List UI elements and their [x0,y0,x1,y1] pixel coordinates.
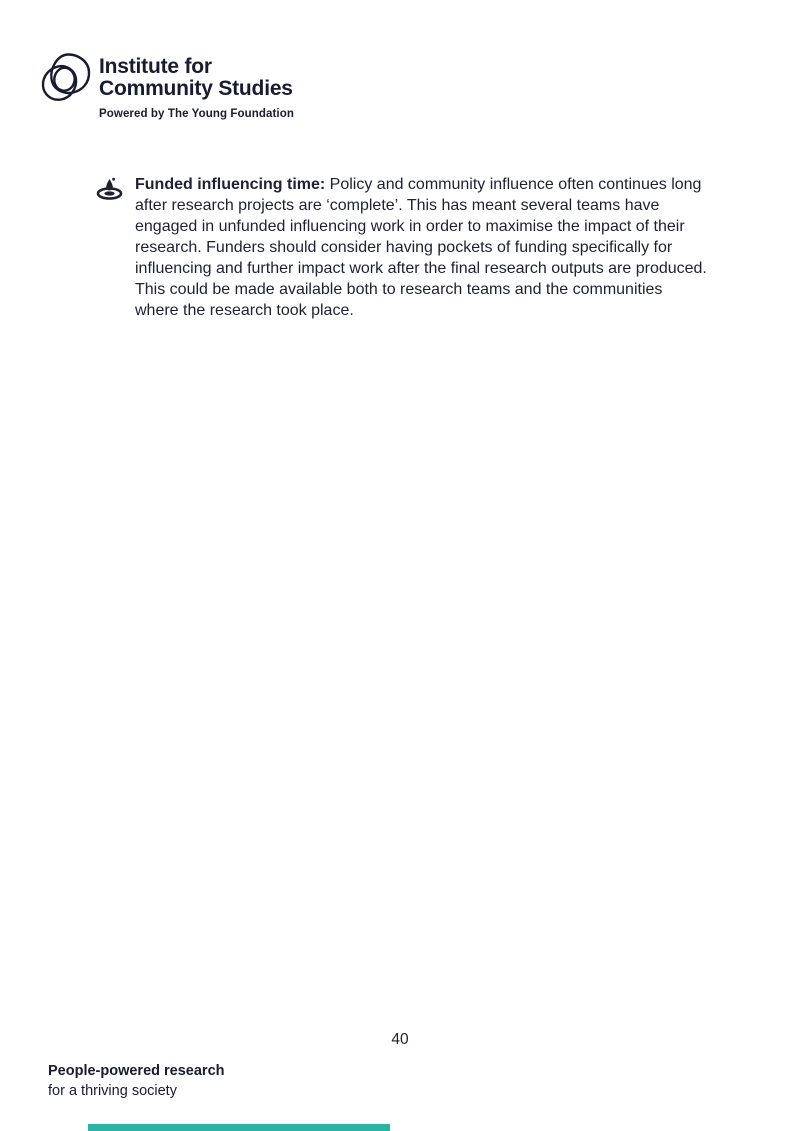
recommendation-paragraph [135,174,707,321]
ics-logo-text [99,50,294,120]
recommendation-item [96,174,711,321]
logo-title-line2: Community Studies [99,76,293,100]
footer-tagline [48,1062,225,1101]
footer-tagline-regular: for a thriving society [48,1082,177,1099]
page-number: 40 [391,1031,409,1048]
footer-tagline-bold: People-powered research [48,1063,225,1079]
logo-title-line1: Institute for [99,55,212,78]
ics-logo [38,50,294,120]
droplet-ripple-icon [96,176,123,200]
recommendation-body: Policy and community influence often continues long after research projects are ‘complete’. This has meant several teams have engaged in unfunded influencing work in order to maximise the impact of their research. Funders should consider having pockets of funding specifically for influencing and further impact work after the final research outputs are produced. This could be made available both to research teams and the communities where the research took place. [135,176,707,319]
recommendation-lead: Funded influencing time: [135,176,326,193]
logo-title [99,56,294,99]
logo-tagline: Powered by The Young Foundation [99,108,294,120]
footer-accent-bar [88,1124,390,1131]
ics-logo-mark-icon [38,50,94,106]
